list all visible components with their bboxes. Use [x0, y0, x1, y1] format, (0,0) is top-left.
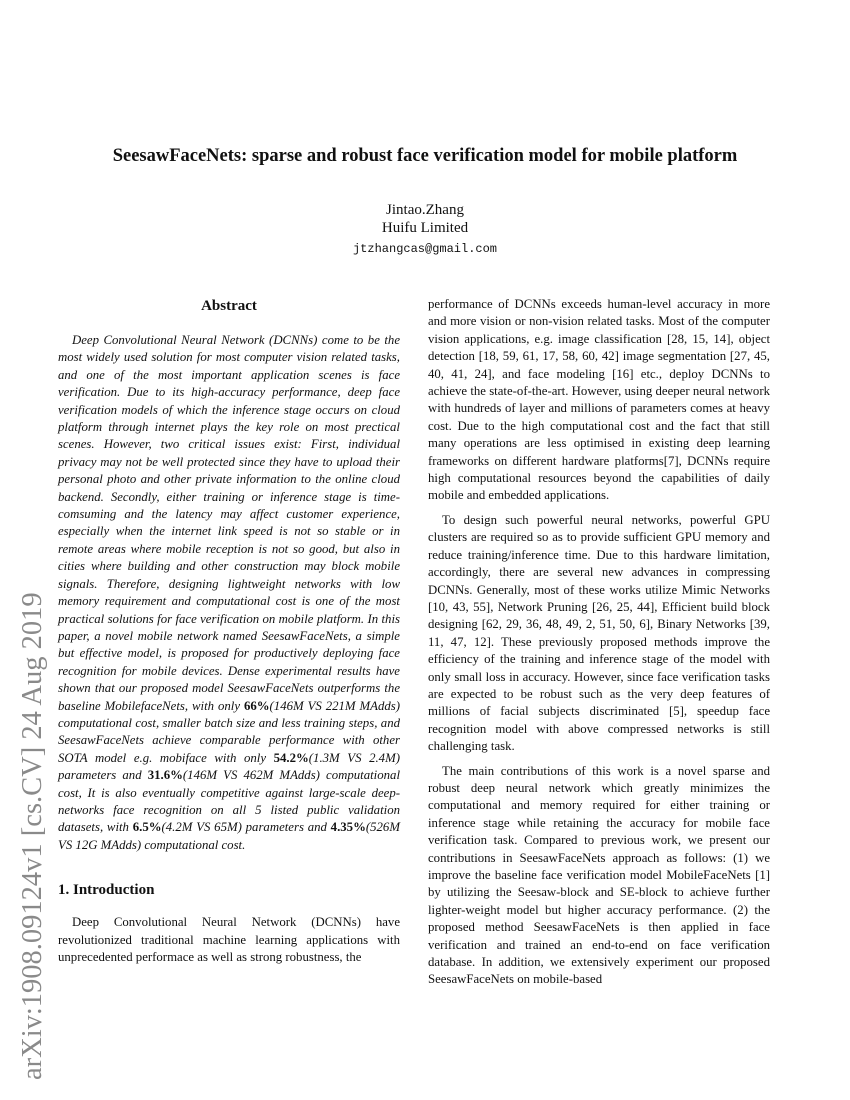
abstract-heading: Abstract: [201, 298, 257, 314]
stat-54: 54.2%: [273, 750, 309, 765]
stat-6: 6.5%: [132, 820, 162, 835]
author-name: Jintao.Zhang: [386, 202, 464, 218]
intro-paragraph-1-start: Deep Convolutional Neural Network (DCNNs) have revolutionized traditional machine learning applications with unprecedented performace as well as strong robustness, the: [58, 915, 400, 964]
paper-title: SeesawFaceNets: sparse and robust face verification model for mobile platform: [112, 146, 738, 166]
stat-66: 66%: [243, 698, 270, 713]
abstract-text: Deep Convolutional Neural Network (DCNNs) come to be the most widely used solution for most computer vision related tasks, and one of the most important application scenes is face verification. Due to its high-accuracy performance, deep face verification models of which the inference stage occurs on cloud platform through internet plays the key role on most prectical scenes. However, two critical issues exist: First, individual privacy may not be well protected since they have to upload their personal photo and other private information to the online cloud backend. Secondly, either training or inference stage is time-comsuming and the latency may affect customer experience, especially when the internet link speed is not so stable or in remote areas where mobile reception is not so good, but also in cities where building and other construction may block mobile signals. Therefore, designing lightweight networks with low memory requirement and computational cost is one of the most practical solutions for face verification on mobile platform. In this paper, a novel mobile network named SeesawFaceNets, a simple but effective model, is proposed for productively deploying face recognition for mobile devices. Dense experimental results have shown that our proposed model SeesawFaceNets outperforms the baseline MobilefaceNets, with only 66%(146M VS 221M MAdds) computational cost, smaller batch size and less training steps, and SeesawFaceNets achieve comparable performance with other SOTA model e.g. mobiface with only 54.2%(1.3M VS 2.4M) parameters and 31.6%(146M VS 462M MAdds) computational cost, It is also eventually competitive against large-scale deep-networks face recognition on all 5 listed public validation datasets, with 6.5%(4.2M VS 65M) parameters and 4.35%(526M VS 12G MAdds) computational cost.: [58, 333, 401, 852]
right-column: [428, 296, 770, 996]
section-heading-introduction: 1. Introduction: [58, 882, 155, 899]
author-email[interactable]: jtzhangcas@gmail.com: [352, 242, 498, 256]
left-column: [58, 296, 400, 973]
stat-4: 4.35%: [330, 820, 366, 835]
intro-paragraph-3: The main contributions of this work is a novel sparse and robust deep neural network which greatly minimizes the computational and memory required for either training or inference stage while retaining the accuracy for mobile face verification task. Compared to previous work, we present our contributions in SeesawFaceNets approach as follows: (1) we improve the baseline face verification model MobileFaceNets [1] by utilizing the Seesaw-block and SE-block to achieve further lighter-weight model but higher accuracy performance. (2) the proposed method SeesawFaceNets is then applied in face verification and trained an end-to-end on face verification database. In addition, we extensively experiment our proposed SeesawFaceNets on mobile-based: [428, 763, 770, 987]
author-affiliation: Huifu Limited: [381, 220, 469, 236]
intro-paragraph-1-continued: performance of DCNNs exceeds human-level accuracy in more and more vision or non-vision related tasks. Most of the computer vision applications, e.g. image classification [28, 15, 14], object detection [18, 59, 61, 17, 58, 60, 42] image segmentation [27, 45, 40, 41, 24], and face modeling [16] etc., deploy DCNNs to achieve the state-of-the-art. However, using deeper neural network with hundreds of layer and millions of parameters comes at heavy cost. Due to the high computational cost and the fact that still many operations are less optimised in existing deep learning frameworks on different hardware platforms[7], DCNNs require high computational resources beyond the capabilities of daily mobile and embedded applications.: [428, 297, 770, 503]
arxiv-identifier: arXiv:1908.09124v1 [cs.CV] 24 Aug 2019: [17, 592, 48, 1080]
intro-paragraph-2: To design such powerful neural networks, powerful GPU clusters are required so as to provide sufficient GPU memory and reduce training/inference time. Due to this hardware limitation, accordingly, there are several new advances in compressing DCNNs. Generally, most of these works utilize Mimic Networks [10, 43, 55], Network Pruning [26, 25, 44], Efficient build block designing [62, 29, 36, 48, 49, 2, 51, 50, 6], Binary Networks [39, 11, 47, 12]. These previously proposed methods improve the efficiency of the training and inference stage of the model with only small loss in accuracy. However, since face verification tasks are expected to be robust such as the very deep features of millions of facial subjects discriminated [5], speedup face recognition model with above compressed networks is still challenging task.: [428, 512, 770, 754]
stat-31: 31.6%: [147, 768, 183, 783]
